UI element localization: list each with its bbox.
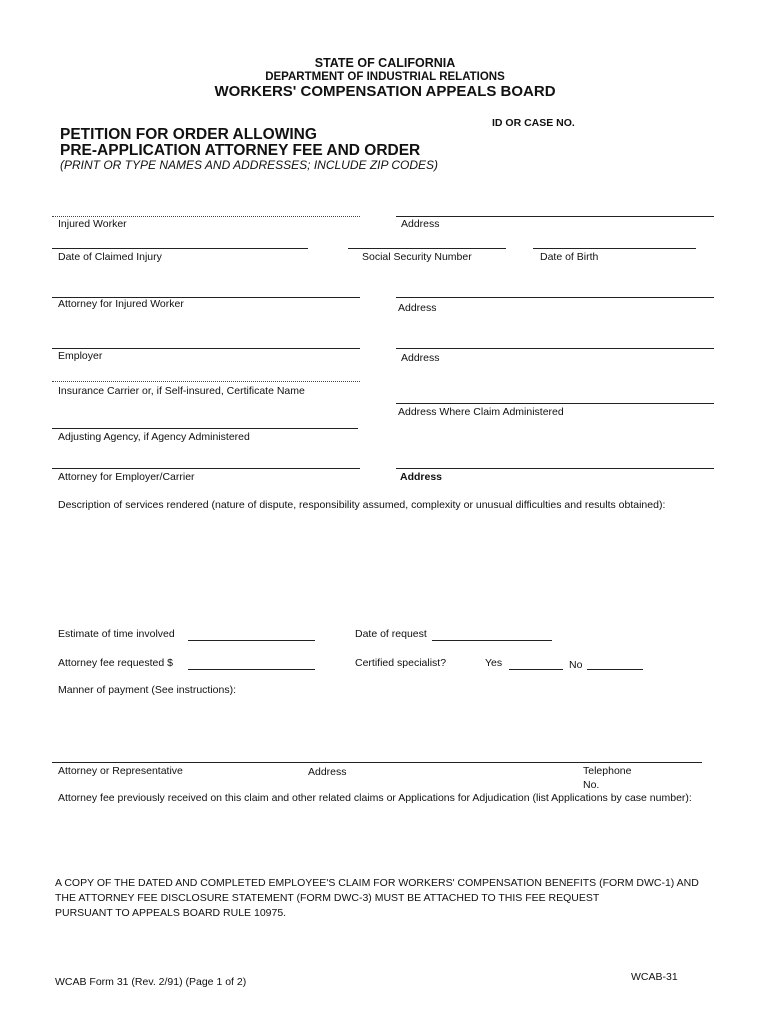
employer-label: Employer	[58, 350, 103, 362]
signature-address-label: Address	[308, 766, 347, 778]
injured-worker-line[interactable]	[52, 216, 360, 217]
attorney-employer-address-label: Address	[400, 471, 443, 483]
ssn-line[interactable]	[348, 248, 506, 249]
adjusting-agency-label: Adjusting Agency, if Agency Administered	[58, 431, 250, 443]
estimate-field[interactable]	[188, 640, 315, 641]
fee-requested-label: Attorney fee requested $	[58, 657, 173, 669]
certified-specialist-label: Certified specialist?	[355, 657, 447, 669]
ssn-label: Social Security Number	[362, 251, 472, 263]
dob-line[interactable]	[533, 248, 696, 249]
header-state: STATE OF CALIFORNIA	[314, 56, 456, 70]
date-of-injury-label: Date of Claimed Injury	[58, 251, 162, 263]
previous-fee-area[interactable]	[56, 824, 716, 872]
notice-line1: A COPY OF THE DATED AND COMPLETED EMPLOYEE'S CLAIM FOR WORKERS' COMPENSATION BENEFITS (FORM DWC-1) AND	[55, 877, 699, 889]
footer-form-label: WCAB Form 31 (Rev. 2/91) (Page 1 of 2)	[55, 976, 247, 988]
insurance-carrier-label: Insurance Carrier or, if Self-insured, Certificate Name	[58, 385, 305, 397]
date-of-injury-line[interactable]	[52, 248, 308, 249]
attorney-injured-worker-label: Attorney for Injured Worker	[58, 298, 184, 310]
estimate-label: Estimate of time involved	[58, 628, 175, 640]
previous-fee-label: Attorney fee previously received on this claim and other related claims or Applications for Adjudication (list Applications by case number):	[58, 792, 692, 804]
notice-line3: PURSUANT TO APPEALS BOARD RULE 10975.	[55, 907, 287, 919]
date-request-field[interactable]	[432, 640, 552, 641]
manner-payment-area[interactable]	[56, 700, 716, 760]
dob-label: Date of Birth	[540, 251, 599, 263]
header-board: WORKERS' COMPENSATION APPEALS BOARD	[214, 83, 556, 100]
telephone-no-label: No.	[583, 779, 600, 791]
injured-worker-address-line[interactable]	[396, 216, 714, 217]
injured-worker-label: Injured Worker	[58, 218, 127, 230]
no-field[interactable]	[587, 669, 643, 670]
form-title-line1: PETITION FOR ORDER ALLOWING	[60, 126, 317, 143]
employer-address-label: Address	[401, 352, 440, 364]
description-area[interactable]	[56, 516, 716, 620]
signature-line[interactable]	[52, 762, 702, 763]
employer-line[interactable]	[52, 348, 360, 349]
insurance-carrier-line[interactable]	[52, 381, 360, 382]
fee-requested-field[interactable]	[188, 669, 315, 670]
manner-payment-label: Manner of payment (See instructions):	[58, 684, 236, 696]
yes-field[interactable]	[509, 669, 563, 670]
telephone-label: Telephone	[583, 765, 632, 777]
injured-worker-address-label: Address	[401, 218, 440, 230]
claim-address-line[interactable]	[396, 403, 714, 404]
date-request-label: Date of request	[355, 628, 427, 640]
header-department: DEPARTMENT OF INDUSTRIAL RELATIONS	[265, 71, 505, 83]
attorney-employer-address-line[interactable]	[396, 468, 714, 469]
attorney-injured-worker-address-line[interactable]	[396, 297, 714, 298]
no-label: No	[569, 659, 583, 671]
attorney-employer-label: Attorney for Employer/Carrier	[58, 471, 195, 483]
form-instruction: (PRINT OR TYPE NAMES AND ADDRESSES; INCLUDE ZIP CODES)	[60, 158, 439, 172]
employer-address-line[interactable]	[396, 348, 714, 349]
notice-line2: THE ATTORNEY FEE DISCLOSURE STATEMENT (FORM DWC-3) MUST BE ATTACHED TO THIS FEE REQUEST	[55, 892, 600, 904]
footer-code: WCAB-31	[631, 971, 678, 983]
adjusting-agency-line[interactable]	[52, 428, 358, 429]
yes-label: Yes	[485, 657, 503, 669]
description-label: Description of services rendered (nature of dispute, responsibility assumed, complexity or unusual difficulties and results obtained):	[58, 499, 666, 511]
attorney-employer-line[interactable]	[52, 468, 360, 469]
case-number-label: ID OR CASE NO.	[492, 117, 575, 129]
attorney-injured-worker-address-label: Address	[398, 302, 437, 314]
claim-address-label: Address Where Claim Administered	[398, 406, 564, 418]
form-title-line2: PRE-APPLICATION ATTORNEY FEE AND ORDER	[60, 142, 421, 159]
attorney-representative-label: Attorney or Representative	[58, 765, 183, 777]
